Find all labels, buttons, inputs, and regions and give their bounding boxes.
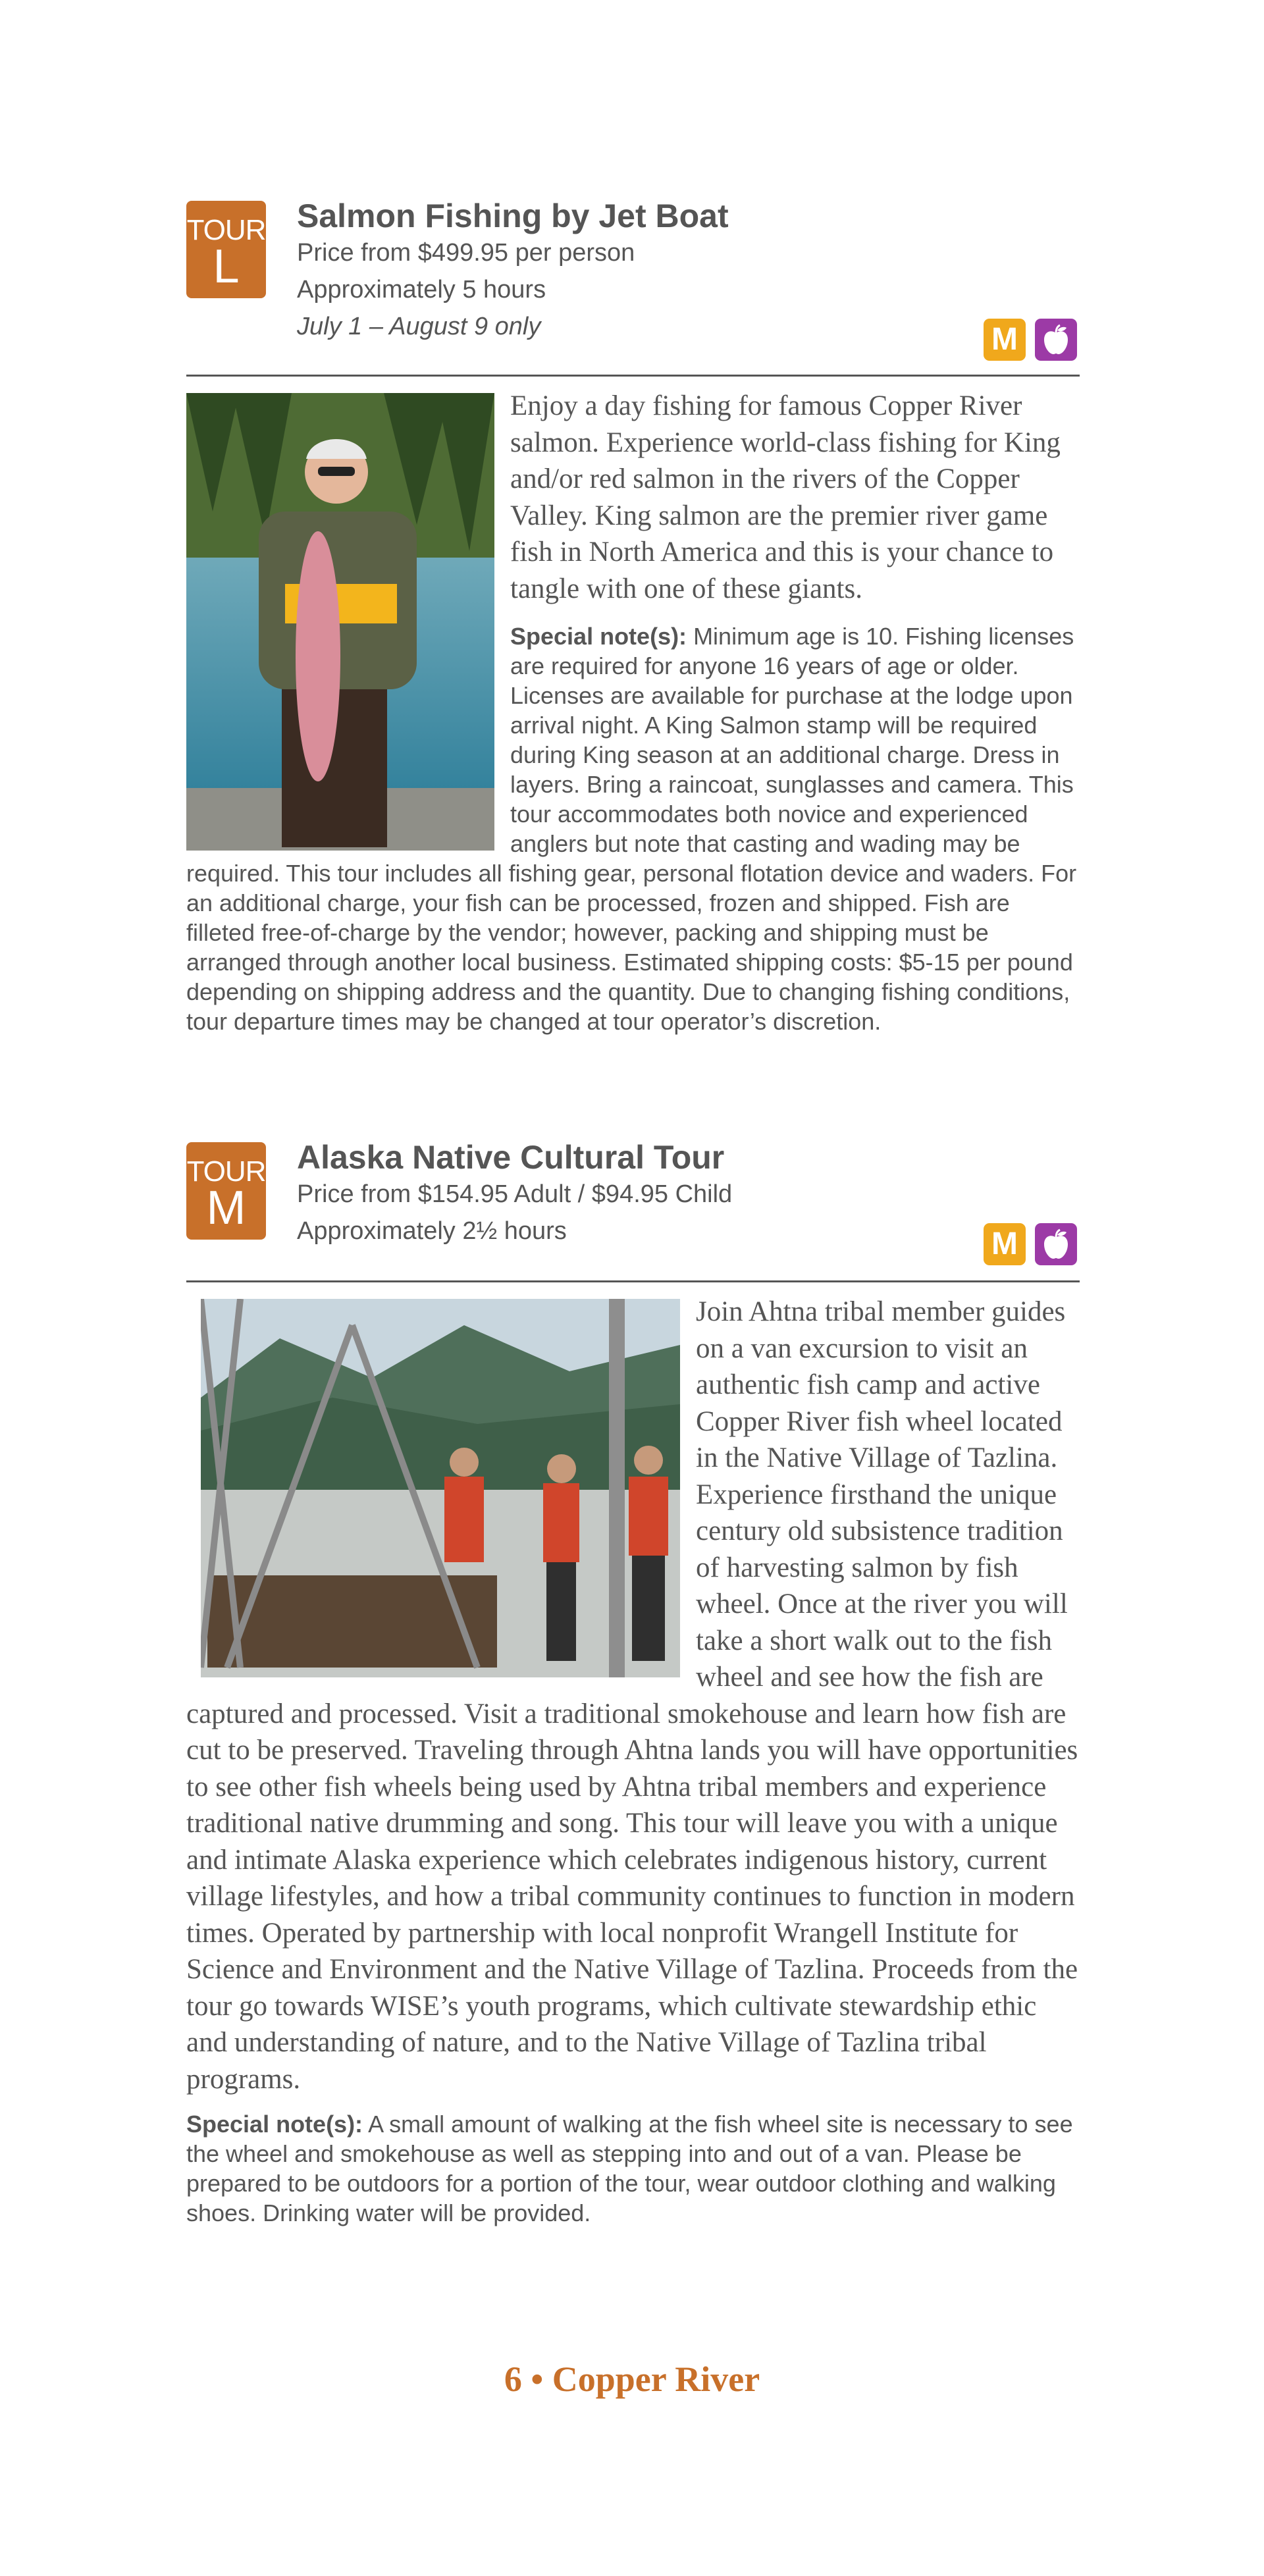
tour-duration: Approximately 2½ hours — [297, 1217, 567, 1245]
tour-title: Alaska Native Cultural Tour — [297, 1139, 725, 1176]
section-divider — [186, 375, 1080, 377]
apple-icon — [1035, 319, 1077, 361]
m-icon: M — [984, 1223, 1026, 1265]
tour-badge-letter: L — [213, 240, 240, 293]
fish-wheel-photo — [201, 1299, 680, 1677]
tour-header — [297, 1139, 732, 1249]
tour-badge-label: TOUR — [186, 1155, 266, 1188]
tour-price: Price from $499.95 per person — [297, 239, 635, 267]
tour-badge-label: TOUR — [186, 214, 266, 246]
special-note-text: Minimum age is 10. Fishing licenses are required for anyone 16 years of age or older. Licenses are available for purchase at the lodge upon arrival night. A King Salmon stamp will be required during King season at an additional charge. Dress in layers. Bring a raincoat, sunglasses and camera. This tour accommodates both novice and experienced anglers but note that casting and wading may be required. This tour includes all fishing gear, personal flotation device and waders. For an additional charge, your fish can be processed, frozen and shipped. Fish are filleted free-of-charge by the vendor; however, packing and shipping must be arranged through another local business. Estimated shipping costs: $5-15 per pound depending on shipping address and the quantity. Due to changing fishing conditions, tour departure times may be changed at tour operator’s discretion. — [186, 623, 1077, 1035]
tour-description: Enjoy a day fishing for famous Copper River salmon. Experience world-class fishing for King and/or red salmon in the rivers of the Copper Valley. King salmon are the premier river game fish in North America and this is your chance to tangle with one of these giants. — [510, 390, 1061, 604]
tour-description: Join Ahtna tribal member guides on a van excursion to visit an authentic fish camp and active Copper River fish wheel located in the Native Village of Tazlina. Experience firsthand the unique century old subsistence tradition of harvesting salmon by fish wheel. Once at the river you will take a short walk out to the fish wheel and see how the fish are captured and processed. Visit a traditional smokehouse and learn how fish are cut to be preserved. Traveling through Ahtna lands you will have opportunities to see other fish wheels being used by Ahtna tribal members and experience traditional native drumming and song. This tour will leave you with a unique and intimate Alaska experience which celebrates indigenous history, current village lifestyles, and how a tribal community continues to function in modern times. Operated by partnership with local nonprofit Wrangell Institute for Science and Environment and the Native Village of Tazlina. Proceeds from the tour go towards WISE’s youth programs, which cultivate stewardship ethic and understanding of nature, and to the Native Village of Tazlina tribal programs. — [186, 1296, 1078, 2095]
tour-native-cultural — [186, 1139, 1080, 2324]
section-name: Copper River — [552, 2359, 760, 2399]
tour-badge-letter: M — [206, 1182, 246, 1234]
fisherman-illustration — [186, 393, 494, 851]
activity-icons — [984, 1223, 1077, 1265]
page-footer — [0, 2359, 1264, 2400]
tour-dates: July 1 – August 9 only — [297, 313, 541, 340]
apple-icon — [1035, 1223, 1077, 1265]
page-number: 6 — [504, 2359, 522, 2399]
tour-badge — [186, 1142, 266, 1240]
tour-special-note — [186, 2109, 1080, 2228]
tour-duration: Approximately 5 hours — [297, 276, 546, 303]
tour-title: Salmon Fishing by Jet Boat — [297, 197, 729, 234]
tour-body — [186, 1296, 1080, 2228]
tour-badge — [186, 201, 266, 298]
footer-separator: • — [531, 2359, 544, 2399]
special-note-text: A small amount of walking at the fish wheel site is necessary to see the wheel and smokehouse as well as stepping into and out of a van. Please be prepared to be outdoors for a portion of the tour, wear outdoor clothing and walking shoes. Drinking water will be provided. — [186, 2111, 1073, 2226]
tour-header — [297, 197, 729, 345]
activity-icons — [984, 319, 1077, 361]
special-note-label: Special note(s): — [510, 623, 687, 650]
tour-price: Price from $154.95 Adult / $94.95 Child — [297, 1180, 733, 1208]
fish-wheel-illustration — [201, 1299, 680, 1677]
fisherman-photo — [186, 393, 494, 851]
m-icon: M — [984, 319, 1026, 361]
special-note-label: Special note(s): — [186, 2111, 363, 2138]
section-divider — [186, 1280, 1080, 1282]
tour-salmon-fishing — [186, 197, 1080, 1073]
tour-body — [186, 390, 1080, 1036]
